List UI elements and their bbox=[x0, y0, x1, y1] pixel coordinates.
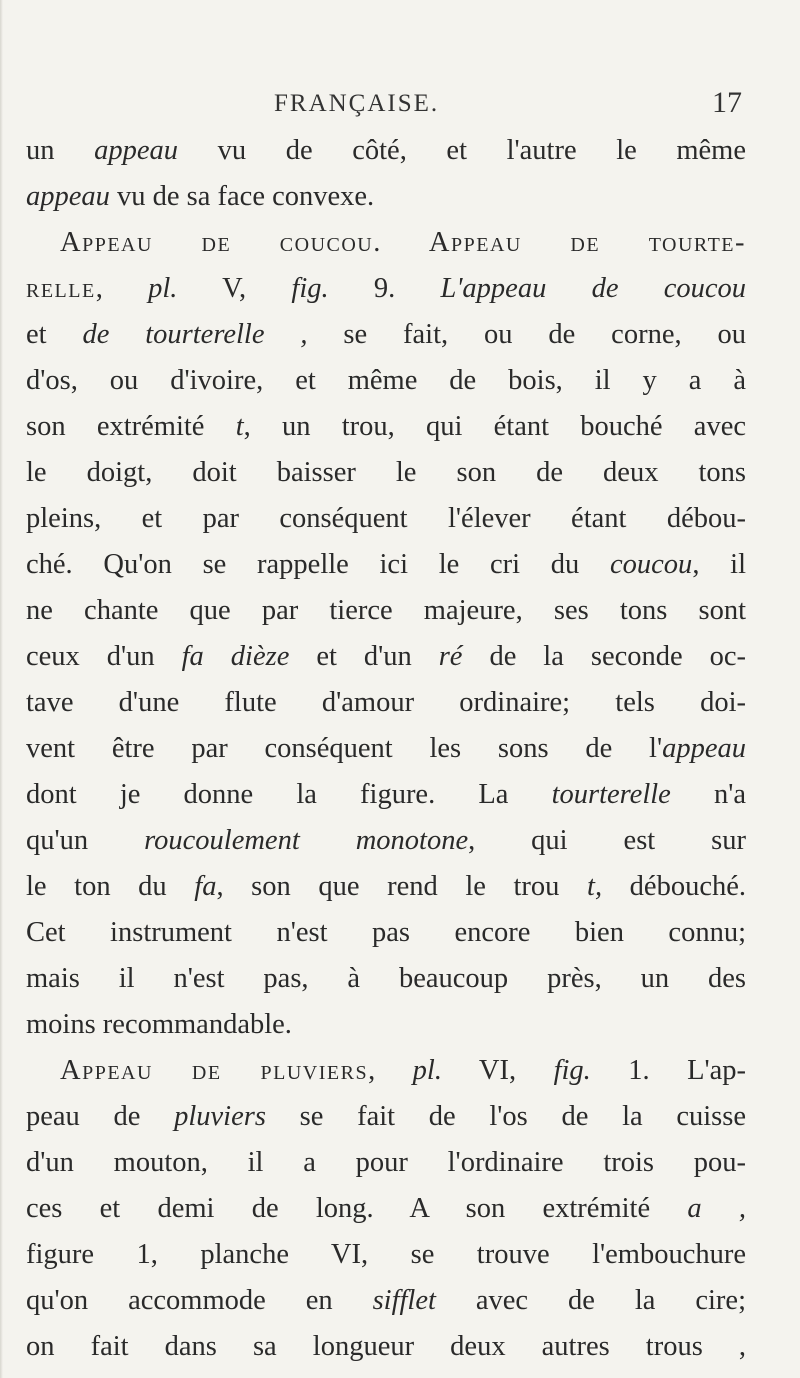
text-line bbox=[26, 588, 746, 634]
text-run: n'a bbox=[670, 779, 746, 810]
italic-run: sifflet bbox=[372, 1285, 436, 1316]
text-run: dont je donne la figure. La bbox=[26, 779, 552, 810]
text-line bbox=[26, 1232, 746, 1278]
italic-run: L'appeau de coucou bbox=[440, 273, 746, 304]
text-run: se fait de l'os de la cuisse bbox=[265, 1101, 746, 1132]
text-line bbox=[26, 910, 746, 956]
text-line bbox=[26, 450, 746, 496]
text-run: VI, bbox=[441, 1055, 554, 1086]
text-run: , il bbox=[692, 549, 746, 580]
text-run: , un trou, qui étant bouché avec bbox=[243, 411, 746, 442]
italic-run: fa dièze bbox=[181, 641, 290, 672]
italic-run: tourterelle bbox=[551, 779, 671, 810]
page-header bbox=[0, 70, 800, 120]
text-run: d'os, ou d'ivoire, et même de bois, il y a à bbox=[26, 365, 746, 396]
text-line bbox=[26, 818, 746, 864]
text-run: un bbox=[26, 135, 95, 166]
italic-run: t bbox=[235, 411, 244, 442]
text-run: 1. L'ap- bbox=[590, 1055, 746, 1086]
text-line bbox=[26, 1094, 746, 1140]
text-line bbox=[26, 542, 746, 588]
text-run: qu'un bbox=[26, 825, 145, 856]
text-run: ne chante que par tierce majeure, ses tons sont bbox=[26, 595, 746, 626]
text-line bbox=[26, 772, 746, 818]
text-run: pleins, et par conséquent l'élever étant débou- bbox=[26, 503, 746, 534]
text-run: vu de sa face convexe. bbox=[109, 181, 375, 212]
text-run: vent être par conséquent les sons de l' bbox=[26, 733, 663, 764]
running-title: FRANÇAISE. bbox=[274, 90, 440, 117]
small-caps-run: Appeau de coucou. Appeau de tourte- bbox=[60, 227, 746, 258]
italic-run: t, bbox=[587, 871, 603, 902]
text-line bbox=[26, 864, 746, 910]
text-line bbox=[26, 680, 746, 726]
text-line bbox=[26, 1140, 746, 1186]
text-line bbox=[26, 404, 746, 450]
text-run: avec de la cire; bbox=[435, 1285, 746, 1316]
text-run: se fait, ou de corne, ou bbox=[307, 319, 746, 350]
text-line bbox=[26, 220, 746, 266]
italic-run: pl. bbox=[148, 273, 178, 304]
text-run: , bbox=[95, 273, 149, 304]
small-caps-run: relle bbox=[26, 273, 96, 304]
italic-run: pl. bbox=[412, 1055, 442, 1086]
text-run: tave d'une flute d'amour ordinaire; tels doi- bbox=[26, 687, 746, 718]
text-run: 9. bbox=[328, 273, 441, 304]
text-run: d'un mouton, il a pour l'ordinaire trois pou- bbox=[26, 1147, 746, 1178]
text-line bbox=[26, 956, 746, 1002]
text-run: V, bbox=[177, 273, 292, 304]
italic-run: a , bbox=[687, 1193, 746, 1224]
text-run: ceux d'un bbox=[26, 641, 182, 672]
body-text bbox=[26, 128, 746, 1370]
italic-run: fig. bbox=[291, 273, 329, 304]
italic-run: de tourterelle , bbox=[82, 319, 308, 350]
text-line bbox=[26, 1278, 746, 1324]
text-run: de la seconde oc- bbox=[462, 641, 746, 672]
text-run: qu'on accommode en bbox=[26, 1285, 373, 1316]
text-run: , bbox=[368, 1055, 413, 1086]
text-run: moins recommandable. bbox=[26, 1009, 292, 1040]
text-line bbox=[26, 1048, 746, 1094]
text-run: et d'un bbox=[289, 641, 439, 672]
text-line bbox=[26, 634, 746, 680]
text-run: et bbox=[26, 319, 83, 350]
text-run: mais il n'est pas, à beaucoup près, un des bbox=[26, 963, 746, 994]
text-line bbox=[26, 496, 746, 542]
text-run: on fait dans sa longueur deux autres trous , bbox=[26, 1331, 746, 1362]
text-line bbox=[26, 1324, 746, 1370]
text-run: le doigt, doit baisser le son de deux tons bbox=[26, 457, 746, 488]
italic-run: appeau bbox=[662, 733, 746, 764]
text-run: , qui est sur bbox=[468, 825, 746, 856]
italic-run: roucoulement monotone bbox=[144, 825, 469, 856]
text-line bbox=[26, 174, 746, 220]
text-line bbox=[26, 312, 746, 358]
text-run: Cet instrument n'est pas encore bien connu; bbox=[26, 917, 746, 948]
italic-run: coucou bbox=[610, 549, 693, 580]
text-line bbox=[26, 1186, 746, 1232]
italic-run: appeau bbox=[26, 181, 110, 212]
text-run: figure 1, planche VI, se trouve l'embouchure bbox=[26, 1239, 746, 1270]
page-number: 17 bbox=[712, 86, 742, 119]
page-gutter bbox=[0, 0, 3, 1378]
text-run: son extrémité bbox=[26, 411, 236, 442]
italic-run: fa bbox=[194, 871, 217, 902]
italic-run: fig. bbox=[553, 1055, 591, 1086]
text-line bbox=[26, 266, 746, 312]
small-caps-run: Appeau de pluviers bbox=[60, 1055, 369, 1086]
text-run: ché. Qu'on se rappelle ici le cri du bbox=[26, 549, 610, 580]
text-line bbox=[26, 726, 746, 772]
text-run: ces et demi de long. A son extrémité bbox=[26, 1193, 688, 1224]
text-run: , son que rend le trou bbox=[216, 871, 588, 902]
italic-run: appeau bbox=[94, 135, 179, 166]
text-line bbox=[26, 128, 746, 174]
text-run: débouché. bbox=[602, 871, 746, 902]
text-run: le ton du bbox=[26, 871, 195, 902]
text-line bbox=[26, 1002, 746, 1048]
italic-run: pluviers bbox=[174, 1101, 266, 1132]
text-run: peau de bbox=[26, 1101, 175, 1132]
text-line bbox=[26, 358, 746, 404]
text-run: vu de côté, et l'autre le même bbox=[178, 135, 746, 166]
italic-run: ré bbox=[438, 641, 463, 672]
